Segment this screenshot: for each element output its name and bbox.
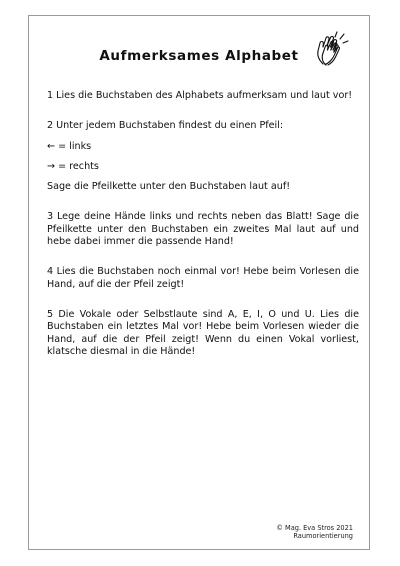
subject-text: Raumorientierung	[293, 532, 353, 540]
worksheet-page	[28, 15, 370, 550]
instruction-3: 3 Lege deine Hände links und rechts neben das Blatt! Sage die Pfeilkette unter den Buchstaben ein zweites Mal laut auf und hebe dabei immer die passende Hand!	[47, 211, 359, 248]
copyright-text: © Mag. Eva Stros 2021	[276, 524, 353, 532]
instruction-4: 4 Lies die Buchstaben noch einmal vor! Hebe beim Vorlesen die Hand, auf die der Pfeil zeigt!	[47, 266, 359, 290]
arrow-right-legend: → = rechts	[47, 160, 99, 172]
footer	[276, 524, 353, 540]
instructions	[47, 90, 359, 376]
clapping-hand-icon	[311, 29, 351, 67]
arrow-left-legend: ← = links	[47, 140, 92, 152]
instruction-2-intro: 2 Unter jedem Buchstaben findest du einen Pfeil:	[47, 120, 284, 132]
instruction-2	[47, 120, 359, 193]
instruction-1: 1 Lies die Buchstaben des Alphabets aufmerksam und laut vor!	[47, 90, 353, 101]
page-title: Aufmerksames Alphabet	[99, 48, 299, 64]
instruction-5: 5 Die Vokale oder Selbstlaute sind A, E, I, O und U. Lies die Buchstaben ein letztes Mal vor! Hebe beim Vorlesen wieder die Hand, auf die der Pfeil zeigt! Wenn du einen Vokal vorliest, klatsche diesmal in die Hände!	[47, 308, 359, 357]
instruction-2-task: Sage die Pfeilkette unter den Buchstaben laut auf!	[47, 181, 291, 193]
